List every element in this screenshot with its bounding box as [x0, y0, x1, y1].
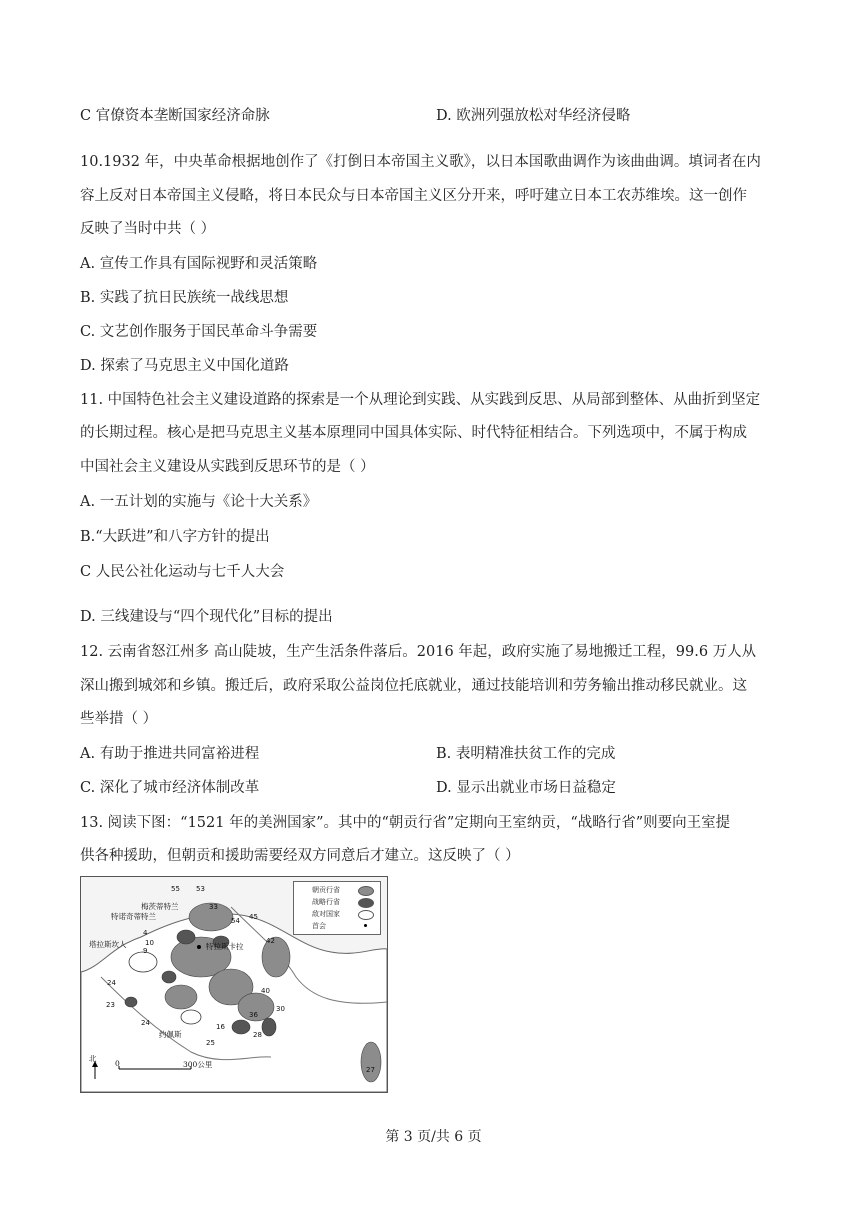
- province-number: 9: [143, 947, 148, 955]
- province-number: 27: [366, 1066, 375, 1074]
- strategic-province: [125, 997, 137, 1007]
- q12-stem-line-1: 12. 云南省怒江州多 高山陡坡，生产生活条件落后。2016 年起，政府实施了易地搬迁工程，99.6 万人从: [80, 644, 757, 660]
- enemy-state: [181, 1010, 201, 1024]
- q10-stem-line-1: 10.1932 年，中央革命根据地创作了《打倒日本帝国主义歌》，以日本国歌曲调作为该曲曲调。填词者在内: [80, 154, 761, 170]
- legend-enemy-label: 敌对国家: [312, 910, 340, 918]
- q9-option-d: D. 欧洲列强放松对华经济侵略: [436, 108, 631, 124]
- aztec-1521-map: [80, 876, 388, 1093]
- label-yopitzinco: 约佩斯: [159, 1030, 182, 1039]
- legend-tribute: [298, 884, 378, 896]
- legend-strategic-swatch: [358, 898, 374, 908]
- q12-option-b: B. 表明精准扶贫工作的完成: [436, 746, 616, 762]
- province-number: 28: [253, 1031, 262, 1039]
- legend-tribute-label: 朝贡行省: [312, 886, 340, 894]
- tribute-province: [361, 1042, 381, 1082]
- q10-option-d: D. 探索了马克思主义中国化道路: [80, 358, 289, 374]
- legend-tribute-swatch: [358, 886, 374, 896]
- q11-option-c: C 人民公社化运动与七千人大会: [80, 564, 285, 580]
- q12-stem-line-2: 深山搬到城郊和乡镇。搬迁后，政府采取公益岗位托底就业，通过技能培训和劳务输出推动移民就业。这: [80, 678, 747, 694]
- province-number: 10: [145, 939, 154, 947]
- map-legend: [293, 881, 381, 935]
- province-number: 30: [276, 1005, 285, 1013]
- province-number: 24: [141, 1019, 150, 1027]
- q10-option-c: C. 文艺创作服务于国民革命斗争需要: [80, 324, 318, 340]
- q10-option-a: A. 宣传工作具有国际视野和灵活策略: [80, 256, 318, 272]
- strategic-province: [177, 930, 195, 944]
- legend-strategic: [298, 896, 378, 908]
- label-tlaxcala: 特拉斯卡拉: [206, 942, 244, 951]
- label-north: 北: [89, 1054, 97, 1063]
- page-footer: 第 3 页/共 6 页: [385, 1129, 482, 1145]
- province-number: 25: [206, 1039, 215, 1047]
- q10-stem-line-3: 反映了当时中共（ ）: [80, 221, 216, 237]
- province-number: 33: [209, 903, 218, 911]
- province-number: 45: [249, 913, 258, 921]
- label-tenochtitlan: 特诺奇蒂特兰: [111, 912, 156, 921]
- strategic-province: [162, 971, 176, 983]
- legend-capital-dot: [364, 924, 367, 927]
- q11-stem-line-1: 11. 中国特色社会主义建设道路的探索是一个从理论到实践、从实践到反思、从局部到整体、从曲折到坚定: [80, 392, 761, 408]
- legend-strategic-label: 战略行省: [312, 898, 340, 906]
- strategic-province: [262, 1018, 276, 1036]
- q9-option-c: C 官僚资本垄断国家经济命脉: [80, 108, 270, 124]
- q13-stem-line-2: 供各种援助，但朝贡和援助需要经双方同意后才建立。这反映了（ ）: [80, 848, 520, 864]
- province-number: 24: [107, 979, 116, 987]
- province-number: 16: [216, 1023, 225, 1031]
- q10-stem-line-2: 容上反对日本帝国主义侵略，将日本民众与日本帝国主义区分开来，呼吁建立日本工农苏维埃。这一创作: [80, 188, 747, 204]
- capital-marker: [197, 945, 201, 949]
- legend-capital: [298, 920, 378, 932]
- province-number: 55: [171, 885, 180, 893]
- province-number: 54: [231, 917, 240, 925]
- q12-option-a: A. 有助于推进共同富裕进程: [80, 746, 260, 762]
- enemy-state: [129, 952, 157, 972]
- q11-option-d: D. 三线建设与“四个现代化”目标的提出: [80, 609, 333, 625]
- label-scale-zero: 0: [115, 1059, 120, 1068]
- province-number: 23: [106, 1001, 115, 1009]
- q12-option-d: D. 显示出就业市场日益稳定: [436, 780, 616, 796]
- q13-stem-line-1: 13. 阅读下图：“1521 年的美洲国家”。其中的“朝贡行省”定期向王室纳贡，“战略行省”则要向王室提: [80, 815, 731, 831]
- q11-option-a: A. 一五计划的实施与《论十大关系》: [80, 494, 318, 510]
- legend-capital-label: 首会: [312, 922, 326, 930]
- q11-stem-line-2: 的长期过程。核心是把马克思主义基本原理同中国具体实际、时代特征相结合。下列选项中，不属于构成: [80, 425, 747, 441]
- q12-stem-line-3: 些举措（ ）: [80, 711, 158, 727]
- label-tarascan: 塔拉斯坎人: [89, 940, 127, 949]
- legend-enemy-swatch: [358, 910, 374, 920]
- tribute-province: [165, 985, 197, 1009]
- province-number: 42: [266, 937, 275, 945]
- label-meztitlan: 梅茨蒂特兰: [141, 902, 179, 911]
- province-number: 40: [261, 987, 270, 995]
- q11-option-b: B.“大跃进”和八字方针的提出: [80, 529, 270, 545]
- strategic-province: [232, 1020, 250, 1034]
- province-number: 36: [249, 1011, 258, 1019]
- q12-option-c: C. 深化了城市经济体制改革: [80, 780, 260, 796]
- province-number: 53: [196, 885, 205, 893]
- legend-enemy: [298, 908, 378, 920]
- q11-stem-line-3: 中国社会主义建设从实践到反思环节的是（ ）: [80, 459, 375, 475]
- q10-option-b: B. 实践了抗日民族统一战线思想: [80, 290, 289, 306]
- province-number: 4: [143, 929, 148, 937]
- label-scale-km: 300公里: [183, 1060, 213, 1069]
